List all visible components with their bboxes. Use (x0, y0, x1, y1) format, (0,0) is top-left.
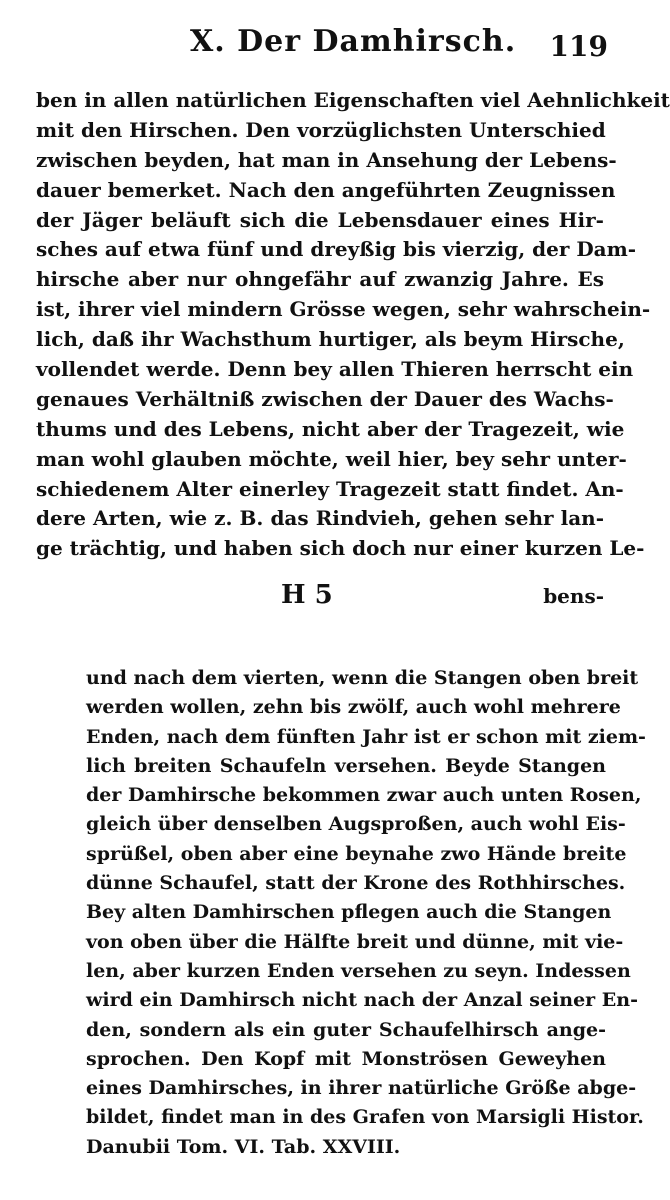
text-line: und nach dem vierten, wenn die Stangen oben breit (86, 667, 639, 689)
text-line: ge trächtig, und haben sich doch nur einer kurzen Le- (36, 536, 645, 561)
text-line: bildet, findet man in des Grafen von Marsigli Histor. (86, 1106, 644, 1129)
text-line: Enden, nach dem fünften Jahr ist er schon mit ziem- (86, 725, 646, 748)
chapter-title: X. Der Damhirsch. (190, 24, 517, 59)
text-line: mit den Hirschen. Den vorzüglichsten Unterschied (36, 117, 606, 142)
text-line: Bey alten Damhirschen pflegen auch die Stangen (86, 901, 612, 924)
text-line: genaues Verhältniß zwischen der Dauer des Wachs- (36, 386, 614, 411)
text-line: len, aber kurzen Enden versehen zu seyn. Indessen (86, 959, 631, 982)
text-line: der Damhirsche bekommen zwar auch unten Rosen, (86, 784, 642, 807)
text-line: vollendet werde. Denn bey allen Thieren herrscht ein (36, 357, 634, 382)
text-line: dere Arten, wie z. B. das Rindvieh, gehen sehr lan- (36, 506, 604, 531)
bottom-text-block (86, 664, 646, 1162)
text-line: ben in allen natürlichen Eigenschaften viel Aehnlichkeit (36, 88, 670, 112)
top-text-block (36, 86, 670, 564)
signature-mark: H 5 (281, 580, 333, 610)
text-line: dauer bemerket. Nach den angeführten Zeugnissen (36, 177, 616, 202)
text-line: schiedenem Alter einerley Tragezeit statt findet. An- (36, 476, 624, 501)
text-line: von oben über die Hälfte breit und dünne, mit vie- (86, 930, 624, 953)
text-line: ist, ihrer viel mindern Grösse wegen, sehr wahrschein- (36, 297, 651, 322)
text-line: sprochen. Den Kopf mit Monströsen Geweyhen (86, 1047, 606, 1070)
text-line: den, sondern als ein guter Schaufelhirsch ange- (86, 1018, 606, 1041)
text-line: hirsche aber nur ohngefähr auf zwanzig Jahre. Es (36, 267, 604, 292)
text-line: lich, daß ihr Wachsthum hurtiger, als beym Hirsche, (36, 327, 625, 352)
text-line: gleich über denselben Augsproßen, auch wohl Eis- (86, 813, 626, 836)
catchword: bens- (543, 584, 604, 608)
page-number: 119 (549, 30, 608, 63)
text-line: lich breiten Schaufeln versehen. Beyde Stangen (86, 754, 606, 777)
running-header (0, 0, 632, 80)
text-line: thums und des Lebens, nicht aber der Tragezeit, wie (36, 416, 625, 441)
text-line: man wohl glauben möchte, weil hier, bey sehr unter- (36, 446, 627, 471)
text-line: Danubii Tom. VI. Tab. XXVIII. (86, 1135, 401, 1158)
text-line: wird ein Damhirsch nicht nach der Anzal seiner En- (86, 989, 638, 1012)
text-line: sprüßel, oben aber eine beynahe zwo Hände breite (86, 842, 627, 865)
signature-row (36, 580, 604, 616)
text-line: dünne Schaufel, statt der Krone des Rothhirsches. (86, 872, 626, 895)
text-line: werden wollen, zehn bis zwölf, auch wohl mehrere (86, 696, 621, 719)
text-line: zwischen beyden, hat man in Ansehung der Lebens- (36, 147, 617, 172)
text-line: der Jäger beläuft sich die Lebensdauer eines Hir- (36, 207, 604, 232)
text-line: sches auf etwa fünf und dreyßig bis vierzig, der Dam- (36, 237, 637, 262)
text-line: eines Damhirsches, in ihrer natürliche Größe abge- (86, 1077, 637, 1100)
